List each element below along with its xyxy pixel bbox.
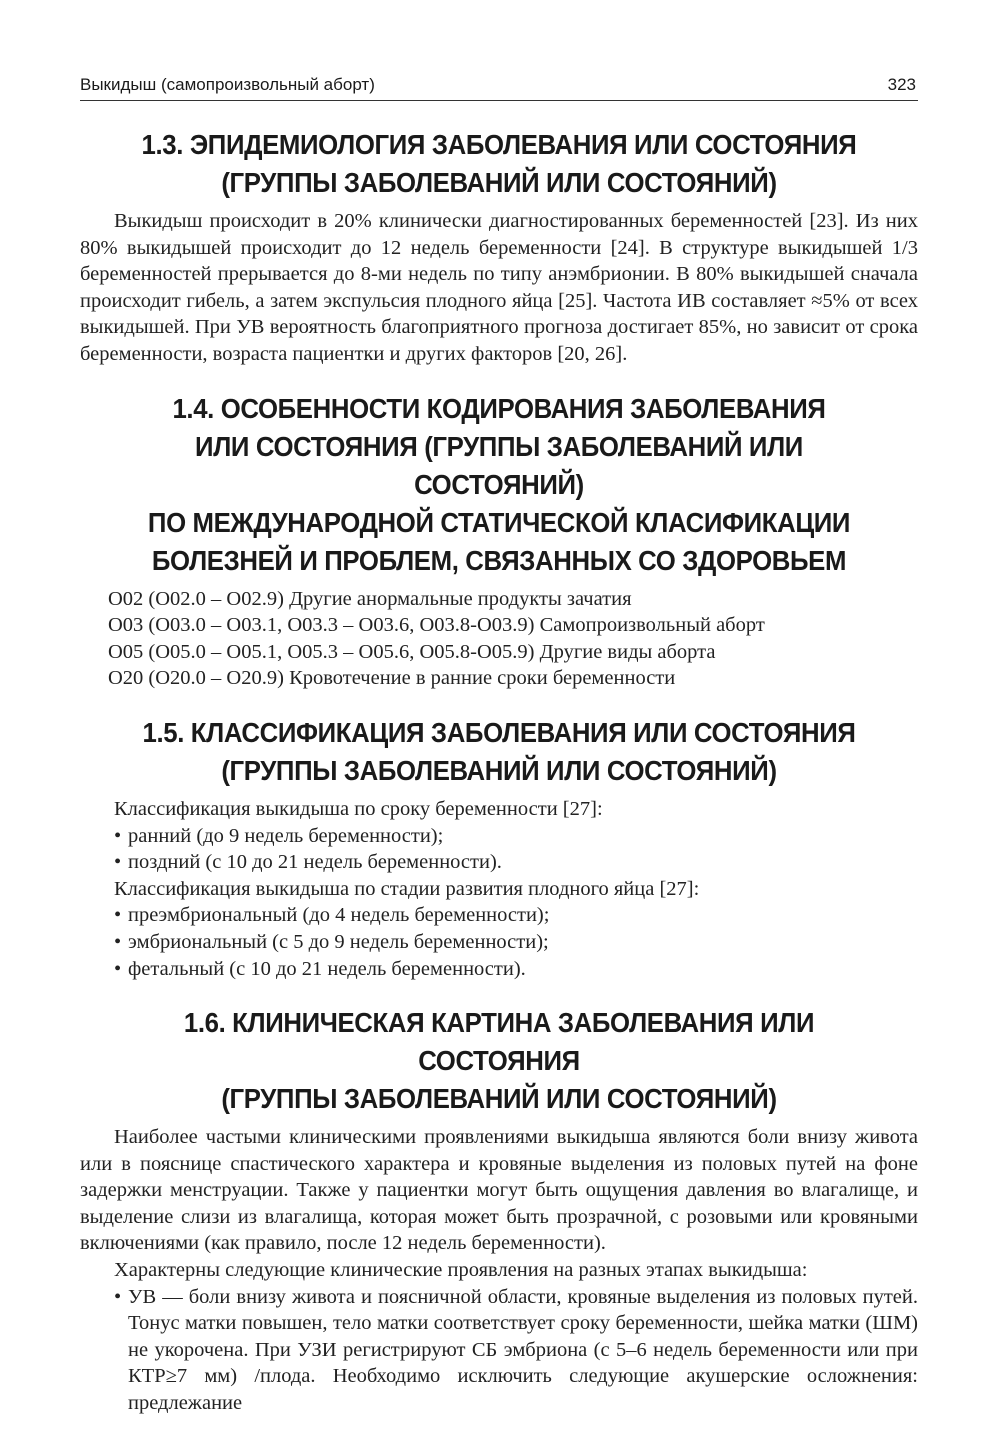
list-item: • поздний (с 10 до 21 недель беременности). bbox=[80, 849, 918, 876]
heading-line: БОЛЕЗНЕЙ И ПРОБЛЕМ, СВЯЗАННЫХ СО ЗДОРОВЬЕМ bbox=[151, 544, 847, 576]
epidemiology-paragraph: Выкидыш происходит в 20% клинически диагностированных беременностей [23]. Из них 80% выкидышей происходит до 12 недель беременности [24]. В структуре выкидышей 1/3 беременностей прерывается до 8-ми недель по типу анэмбрионии. В 80% выкидышей сначала происходит гибель, а затем экспульсия плодного яйца [25]. Частота ИВ составляет ≈5% от всех выкидышей. При УВ вероятность благоприятного прогноза достигает 85%, но зависит от срока беременности, возраста пациентки и других факторов [20, 26]. bbox=[80, 210, 918, 365]
icd-code-line: O02 (O02.0 – O02.9) Другие анормальные продукты зачатия bbox=[108, 587, 632, 610]
heading-line: 1.5. КЛАССИФИКАЦИЯ ЗАБОЛЕВАНИЯ ИЛИ СОСТОЯНИЯ bbox=[142, 716, 856, 748]
icd-code-list bbox=[80, 586, 918, 692]
icd-code-line: O05 (O05.0 – O05.1, O05.3 – O05.6, O05.8-O05.9) Другие виды аборта bbox=[108, 640, 716, 663]
page-number: 323 bbox=[887, 75, 916, 94]
section-heading bbox=[114, 126, 885, 202]
section-clinical-picture bbox=[80, 1004, 918, 1417]
heading-line: 1.3. ЭПИДЕМИОЛОГИЯ ЗАБОЛЕВАНИЯ ИЛИ СОСТОЯНИЯ bbox=[141, 129, 857, 160]
running-title: Выкидыш (самопроизвольный аборт) bbox=[80, 75, 375, 94]
section-coding bbox=[80, 390, 918, 692]
list-item: • эмбриональный (с 5 до 9 недель беременности); bbox=[80, 929, 918, 956]
classification-list-stage bbox=[80, 902, 918, 982]
heading-line: 1.6. КЛИНИЧЕСКАЯ КАРТИНА ЗАБОЛЕВАНИЯ ИЛИ СОСТОЯНИЯ bbox=[183, 1007, 815, 1077]
clinical-list bbox=[80, 1284, 918, 1417]
classification-intro: Классификация выкидыша по сроку беременности [27]: bbox=[114, 797, 603, 820]
icd-code-line: O03 (O03.0 – O03.1, O03.3 – O03.6, O03.8-O03.9) Самопроизвольный аборт bbox=[108, 614, 765, 637]
list-item: • ранний (до 9 недель беременности); bbox=[80, 823, 918, 850]
clinical-intro: Характерны следующие клинические проявления на разных этапах выкидыша: bbox=[114, 1259, 808, 1282]
section-heading bbox=[114, 390, 885, 580]
heading-line: 1.4. ОСОБЕННОСТИ КОДИРОВАНИЯ ЗАБОЛЕВАНИЯ bbox=[172, 392, 826, 424]
page-content bbox=[80, 126, 918, 1417]
classification-intro: Классификация выкидыша по стадии развития плодного яйца [27]: bbox=[114, 877, 700, 900]
list-item: • фетальный (с 10 до 21 недель беременности). bbox=[80, 956, 918, 983]
section-classification bbox=[80, 714, 918, 982]
heading-line: (ГРУППЫ ЗАБОЛЕВАНИЙ ИЛИ СОСТОЯНИЙ) bbox=[221, 1083, 777, 1115]
running-header bbox=[80, 72, 918, 101]
icd-code-line: O20 (O20.0 – O20.9) Кровотечение в ранние сроки беременности bbox=[108, 667, 676, 690]
heading-line: ИЛИ СОСТОЯНИЯ (ГРУППЫ ЗАБОЛЕВАНИЙ ИЛИ СОСТОЯНИЙ) bbox=[195, 430, 803, 500]
heading-line: ПО МЕЖДУНАРОДНОЙ СТАТИЧЕСКОЙ КЛАСИФИКАЦИИ bbox=[147, 506, 851, 538]
clinical-paragraph: Наиболее частыми клиническими проявлениями выкидыша являются боли внизу живота или в пояснице спастического характера и кровяные выделения из половых путей на фоне задержки менструации. Также у пациентки могут быть ощущения давления во влагалище, и выделение слизи из влагалища, которая может быть прозрачной, с розовыми или кровяными включениями (как правило, после 12 недель беременности). bbox=[80, 1126, 918, 1255]
list-item: • преэмбриональный (до 4 недель беременности); bbox=[80, 902, 918, 929]
classification-list-term bbox=[80, 823, 918, 876]
section-epidemiology bbox=[80, 126, 918, 368]
section-heading bbox=[114, 1004, 885, 1118]
heading-line: (ГРУППЫ ЗАБОЛЕВАНИЙ ИЛИ СОСТОЯНИЙ) bbox=[221, 754, 777, 786]
section-heading bbox=[114, 714, 885, 790]
heading-line: (ГРУППЫ ЗАБОЛЕВАНИЙ ИЛИ СОСТОЯНИЙ) bbox=[221, 167, 777, 198]
list-item: • УВ — боли внизу живота и поясничной области, кровяные выделения из половых путей. Тонус матки повышен, тело матки соответствует сроку беременности, шейка матки (ШМ) не укорочена. При УЗИ регистрируют СБ эмбриона (с 5–6 недель беременности или при КТР≥7 мм) /плода. Необходимо исключить следующие акушерские осложнения: предлежание bbox=[80, 1284, 918, 1417]
